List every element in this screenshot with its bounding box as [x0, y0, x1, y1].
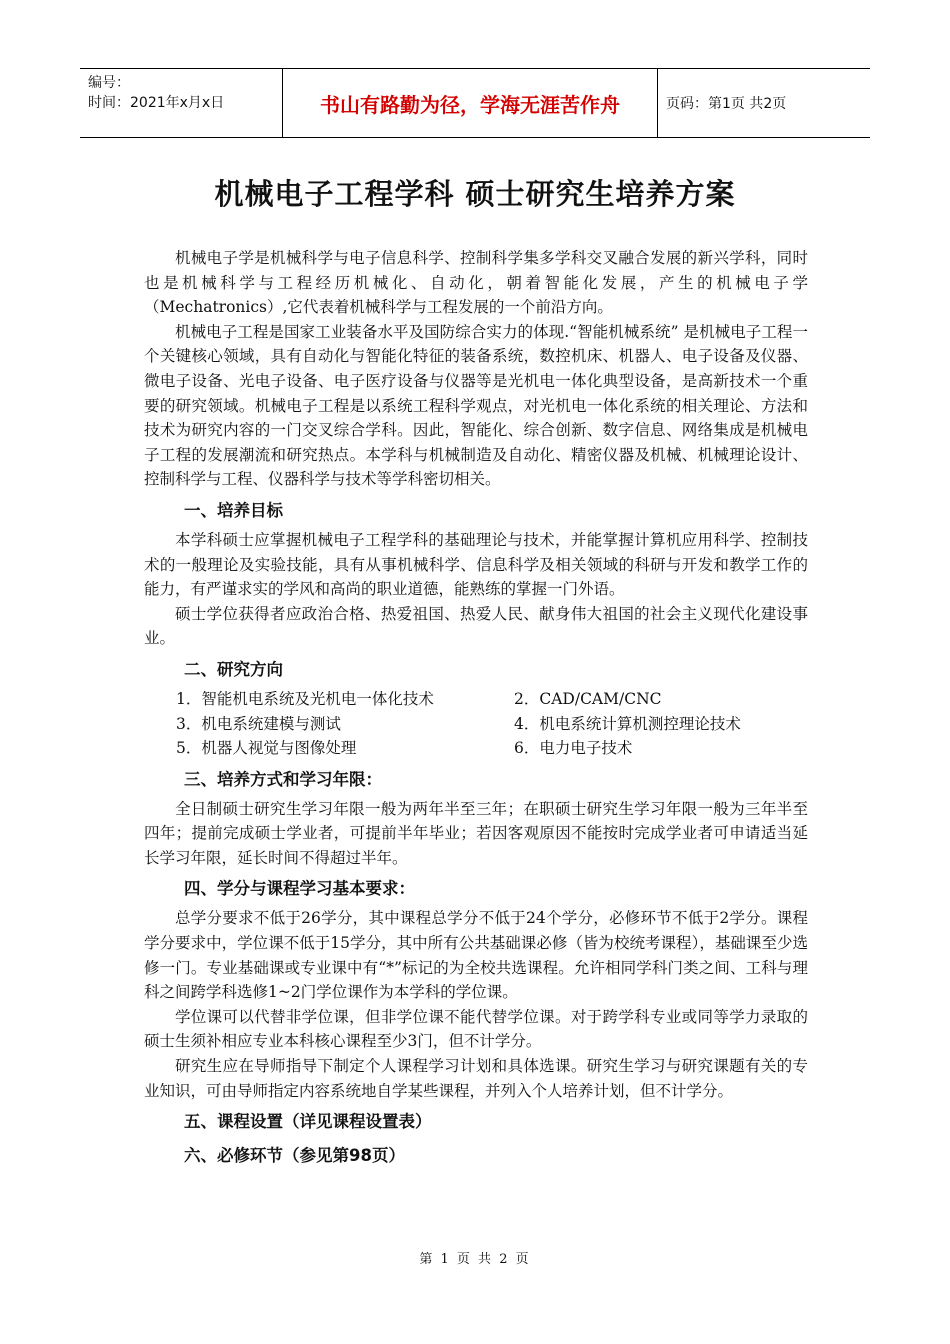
intro-paragraph: 机械电子工程是国家工业装备水平及国防综合实力的体现.“智能机械系统” 是机械电子工程一个关键核心领域，具有自动化与智能化特征的装备系统，数控机床、机器人、电子设备及仪器、微电子设备、光电子设备、电子医疗设备与仪器等是光机电一体化典型设备，是高新技术一个重要的研究领域。机械电子工程是以系统工程科学观点，对光机电一体化系统的相关理论、方法和技术为研究内容的一门交叉综合学科。因此，智能化、综合创新、数字信息、网络集成是机械电子工程的发展潮流和研究热点。本学科与机械制造及自动化、精密仪器及机械、机械理论设计、控制科学与工程、仪器科学与技术等学科密切相关。 — [144, 322, 808, 489]
list-item: 5．机器人视觉与图像处理 — [176, 739, 357, 758]
list-item: 4．机电系统计算机测控理论技术 — [514, 714, 741, 733]
list-item: 2．CAD/CAM/CNC — [514, 689, 662, 708]
header-page-label: 页码：第1页 共2页 — [666, 96, 787, 112]
section-heading-goals: 一、培养目标 — [184, 500, 283, 520]
document-title: 机械电子工程学科 硕士研究生培养方案 — [214, 177, 736, 211]
section-heading-required: 六、必修环节（参见第98页） — [184, 1146, 405, 1166]
header-meta — [80, 69, 282, 137]
doc-number-label: 编号： — [88, 75, 130, 91]
list-item: 1．智能机电系统及光机电一体化技术 — [176, 689, 434, 708]
list-item: 3．机电系统建模与测试 — [176, 714, 341, 733]
section-paragraph: 研究生应在导师指导下制定个人课程学习计划和具体选课。研究生学习与研究课题有关的专业知识，可由导师指定内容系统地自学某些课程，并列入个人培养计划，但不计学分。 — [144, 1057, 808, 1100]
header-motto: 书山有路勤为径，学海无涯苦作舟 — [282, 69, 658, 137]
section-paragraph: 全日制硕士研究生学习年限一般为两年半至三年；在职硕士研究生学习年限一般为三年半至四年；提前完成硕士学业者，可提前半年毕业；若因客观原因不能按时完成学业者可申请适当延长学习年限，延长时间不得超过半年。 — [144, 799, 808, 867]
section-paragraph: 硕士学位获得者应政治合格、热爱祖国、热爱人民、献身伟大祖国的社会主义现代化建设事业。 — [144, 604, 808, 648]
section-paragraph: 总学分要求不低于26学分，其中课程总学分不低于24个学分，必修环节不低于2学分。课程学分要求中，学位课不低于15学分，其中所有公共基础课必修（皆为校统考课程），基础课至少选修一门。专业基础课或专业课中有“*”标记的为全校共选课程。允许相同学科门类之间、工科与理科之间跨学科选修1~2门学位课作为本学科的学位课。 — [144, 909, 808, 1002]
list-item: 6．电力电子技术 — [514, 739, 633, 758]
section-heading-mode: 三、培养方式和学习年限： — [184, 769, 382, 789]
document-body — [144, 246, 808, 1173]
doc-date-label: 时间：2021年x月x日 — [88, 95, 225, 111]
intro-paragraph: 机械电子学是机械科学与电子信息科学、控制科学集多学科交叉融合发展的新兴学科，同时也是机械科学与工程经历机械化、自动化，朝着智能化发展，产生的机械电子学（Mechatronics）,它代表着机械科学与工程发展的一个前沿方向。 — [144, 249, 808, 317]
section-heading-research: 二、研究方向 — [184, 659, 283, 679]
section-heading-courses: 五、课程设置（详见课程设置表） — [184, 1112, 432, 1132]
section-paragraph: 学位课可以代替非学位课，但非学位课不能代替学位课。对于跨学科专业或同等学力录取的硕士生须补相应专业本科核心课程至少3门，但不计学分。 — [144, 1007, 808, 1051]
page-footer: 第 1 页 共 2 页 — [419, 1252, 531, 1267]
section-paragraph: 本学科硕士应掌握机械电子工程学科的基础理论与技术，并能掌握计算机应用科学、控制技术的一般理论及实验技能，具有从事机械科学、信息科学及相关领域的科研与开发和教学工作的能力，有严谨求实的学风和高尚的职业道德，能熟练的掌握一门外语。 — [144, 530, 808, 599]
research-direction-list — [144, 687, 808, 761]
page-header — [80, 68, 870, 138]
section-heading-credits: 四、学分与课程学习基本要求： — [184, 879, 415, 899]
